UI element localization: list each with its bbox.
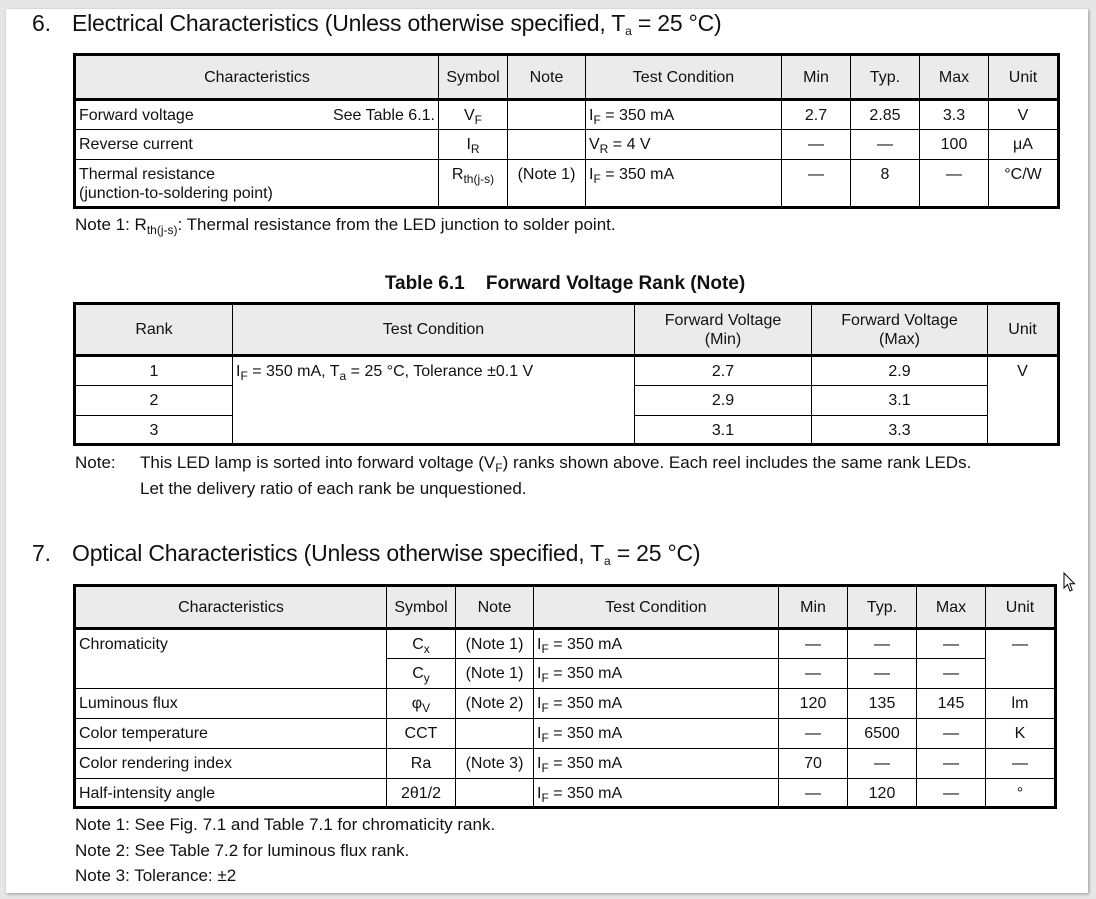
subscript: F — [593, 172, 601, 186]
section-6-heading — [32, 10, 722, 37]
header-line: Forward Voltage — [841, 311, 958, 329]
note-cell — [456, 719, 534, 749]
characteristic-cell: Luminous flux — [75, 689, 387, 719]
min-cell: 70 — [779, 749, 848, 779]
table-row — [75, 629, 1056, 659]
typ-cell: — — [851, 130, 920, 160]
characteristic-detail: (junction-to-soldering point) — [79, 185, 273, 202]
characteristic-cell — [75, 100, 439, 130]
subscript: V — [422, 701, 431, 715]
max-cell: 100 — [920, 130, 989, 160]
header-line: (Max) — [879, 330, 920, 348]
unit-cell: V — [988, 356, 1059, 445]
unit-cell: K — [986, 719, 1056, 749]
subscript: a — [604, 554, 611, 568]
rank-cell: 3 — [75, 416, 233, 445]
table61-note-line-2: Let the delivery ratio of each rank be unquestioned. — [140, 479, 527, 498]
symbol-cell — [387, 689, 456, 719]
tc-value: = 350 mA — [548, 665, 623, 682]
tc-symbol: V — [589, 136, 600, 153]
min-cell: 2.7 — [635, 356, 812, 386]
table7-note-1: Note 1: See Fig. 7.1 and Table 7.1 for chromaticity rank. — [75, 815, 496, 834]
column-header: Typ. — [848, 586, 917, 629]
section-title-text: = 25 °C) — [610, 540, 701, 566]
tc-symbol: I — [537, 665, 542, 682]
subscript: F — [495, 461, 503, 475]
note-cell: (Note 3) — [456, 749, 534, 779]
note-cell: (Note 1) — [508, 160, 586, 208]
table6-note-1 — [75, 215, 616, 235]
table7-note-3: Note 3: Tolerance: ±2 — [75, 866, 237, 885]
unit-cell: — — [986, 749, 1056, 779]
test-condition-cell — [534, 779, 779, 808]
symbol: R — [451, 166, 464, 183]
note-cell — [508, 130, 586, 160]
subscript: R — [599, 142, 609, 156]
typ-cell: 2.85 — [851, 100, 920, 130]
tc-value: = 350 mA — [600, 166, 675, 183]
subscript: F — [541, 791, 549, 805]
column-header: Note — [508, 55, 586, 100]
min-cell: 3.1 — [635, 416, 812, 445]
max-cell: — — [917, 629, 986, 659]
column-header: Test Condition — [534, 586, 779, 629]
unit-cell: lm — [986, 689, 1056, 719]
symbol: C — [412, 636, 424, 653]
characteristic-cell: Half-intensity angle — [75, 779, 387, 808]
max-cell: — — [917, 719, 986, 749]
column-header: Note — [456, 586, 534, 629]
test-condition-cell — [233, 356, 635, 445]
subscript: F — [541, 642, 549, 656]
min-cell: 2.9 — [635, 386, 812, 416]
rank-cell: 1 — [75, 356, 233, 386]
column-header: Symbol — [387, 586, 456, 629]
min-cell: — — [782, 160, 851, 208]
characteristic-cell: Chromaticity — [75, 629, 387, 689]
min-cell: — — [779, 659, 848, 689]
tc-symbol: I — [236, 363, 241, 380]
note-cell: (Note 1) — [456, 629, 534, 659]
note-text: : Thermal resistance from the LED junction to solder point. — [177, 215, 616, 234]
typ-cell: 8 — [851, 160, 920, 208]
unit-cell: μA — [989, 130, 1059, 160]
forward-voltage-rank-table — [73, 302, 1060, 446]
table-row — [75, 100, 1059, 130]
symbol-cell: CCT — [387, 719, 456, 749]
max-cell: 3.3 — [920, 100, 989, 130]
tc-symbol: I — [537, 636, 542, 653]
section-number: 7. — [32, 540, 51, 566]
characteristic-cell: Reverse current — [75, 130, 439, 160]
subscript: F — [474, 113, 482, 127]
section-number: 6. — [32, 10, 51, 36]
column-header: Characteristics — [75, 586, 387, 629]
subscript: F — [541, 701, 549, 715]
symbol-cell — [439, 130, 508, 160]
min-cell: — — [779, 629, 848, 659]
tc-value: = 4 V — [608, 136, 651, 153]
table7-note-2: Note 2: See Table 7.2 for luminous flux rank. — [75, 841, 410, 860]
unit-cell: V — [989, 100, 1059, 130]
tc-symbol: I — [537, 785, 542, 802]
column-header — [812, 304, 988, 356]
subscript: th(j-s) — [146, 223, 178, 237]
min-cell: — — [779, 719, 848, 749]
section-title-text: Optical Characteristics (Unless otherwise specified, T — [72, 540, 605, 566]
tc-value: = 350 mA — [548, 755, 623, 772]
typ-cell: — — [848, 749, 917, 779]
tc-value: = 350 mA — [548, 725, 623, 742]
typ-cell: 120 — [848, 779, 917, 808]
note-text: Note 1: R — [75, 215, 147, 234]
table-reference: See Table 6.1. — [332, 107, 435, 124]
max-cell: — — [917, 779, 986, 808]
test-condition-cell — [534, 659, 779, 689]
symbol: V — [463, 107, 475, 124]
characteristic-cell: Color temperature — [75, 719, 387, 749]
tc-text: = 25 °C, Tolerance ±0.1 V — [346, 363, 534, 380]
column-header: Characteristics — [75, 55, 439, 100]
characteristic-cell — [75, 160, 439, 208]
header-line: Forward Voltage — [664, 311, 782, 329]
table61-note-label: Note: — [75, 453, 116, 472]
symbol-cell — [387, 659, 456, 689]
note-cell: (Note 1) — [456, 659, 534, 689]
test-condition-cell — [586, 160, 782, 208]
symbol-cell — [439, 160, 508, 208]
unit-cell: — — [986, 629, 1056, 689]
mouse-pointer-icon — [1063, 572, 1076, 598]
note-text: ) ranks shown above. Each reel includes the same rank LEDs. — [502, 453, 972, 472]
test-condition-cell — [534, 749, 779, 779]
max-cell: — — [917, 659, 986, 689]
subscript: th(j-s) — [463, 172, 495, 186]
column-header — [635, 304, 812, 356]
symbol: C — [412, 665, 424, 682]
subscript: F — [541, 731, 549, 745]
section-title-text: Electrical Characteristics (Unless otherwise specified, T — [72, 10, 626, 36]
table-row — [75, 356, 1059, 386]
test-condition-cell — [586, 100, 782, 130]
max-cell: — — [917, 749, 986, 779]
subscript: x — [423, 642, 430, 656]
table-header-row — [75, 304, 1059, 356]
header-line: (Min) — [704, 330, 742, 348]
symbol-cell — [387, 629, 456, 659]
table61-caption: Table 6.1 Forward Voltage Rank (Note) — [384, 273, 746, 294]
table-row — [75, 719, 1056, 749]
tc-value: = 350 mA — [548, 636, 623, 653]
symbol-cell: Ra — [387, 749, 456, 779]
column-header: Unit — [986, 586, 1056, 629]
column-header: Test Condition — [586, 55, 782, 100]
subscript: F — [593, 113, 601, 127]
subscript: y — [423, 671, 430, 685]
column-header: Symbol — [439, 55, 508, 100]
column-header: Min — [782, 55, 851, 100]
rank-cell: 2 — [75, 386, 233, 416]
max-cell: 2.9 — [812, 356, 988, 386]
symbol-cell: 2θ1/2 — [387, 779, 456, 808]
tc-symbol: I — [589, 166, 594, 183]
unit-cell: ° — [986, 779, 1056, 808]
typ-cell: 6500 — [848, 719, 917, 749]
subscript: R — [470, 142, 480, 156]
min-cell: 2.7 — [782, 100, 851, 130]
column-header: Min — [779, 586, 848, 629]
characteristic-cell: Color rendering index — [75, 749, 387, 779]
column-header: Max — [920, 55, 989, 100]
column-header: Test Condition — [233, 304, 635, 356]
tc-symbol: I — [537, 695, 542, 712]
min-cell: 120 — [779, 689, 848, 719]
symbol-cell — [439, 100, 508, 130]
table-row — [75, 689, 1056, 719]
symbol: φ — [411, 695, 423, 712]
typ-cell: — — [848, 659, 917, 689]
table-row — [75, 779, 1056, 808]
unit-cell: °C/W — [989, 160, 1059, 208]
tc-symbol: I — [589, 107, 594, 124]
section-7-heading — [32, 540, 700, 567]
optical-characteristics-table — [73, 584, 1057, 809]
subscript: F — [541, 761, 549, 775]
symbol: I — [466, 136, 471, 153]
note-cell — [508, 100, 586, 130]
table-header-row — [75, 55, 1059, 100]
column-header: Rank — [75, 304, 233, 356]
tc-symbol: I — [537, 725, 542, 742]
table-row — [75, 130, 1059, 160]
column-header: Unit — [989, 55, 1059, 100]
typ-cell: — — [848, 629, 917, 659]
characteristic-name: Thermal resistance — [79, 166, 216, 183]
min-cell: — — [779, 779, 848, 808]
tc-text: = 350 mA, T — [247, 363, 340, 380]
tc-value: = 350 mA — [548, 785, 623, 802]
max-cell: 3.3 — [812, 416, 988, 445]
max-cell: 3.1 — [812, 386, 988, 416]
subscript: a — [339, 369, 347, 383]
test-condition-cell — [586, 130, 782, 160]
max-cell: 145 — [917, 689, 986, 719]
section-title-text: = 25 °C) — [631, 10, 722, 36]
table-row — [75, 749, 1056, 779]
test-condition-cell — [534, 629, 779, 659]
note-text: This LED lamp is sorted into forward voltage (V — [140, 453, 496, 472]
tc-symbol: I — [537, 755, 542, 772]
table61-note-line-1 — [140, 453, 971, 473]
column-header: Max — [917, 586, 986, 629]
electrical-characteristics-table — [73, 53, 1060, 209]
note-cell — [456, 779, 534, 808]
table-row — [75, 160, 1059, 208]
note-cell: (Note 2) — [456, 689, 534, 719]
subscript: F — [541, 671, 549, 685]
subscript: F — [240, 369, 248, 383]
max-cell: — — [920, 160, 989, 208]
test-condition-cell — [534, 689, 779, 719]
subscript: a — [625, 24, 632, 38]
test-condition-cell — [534, 719, 779, 749]
tc-value: = 350 mA — [548, 695, 623, 712]
table-header-row — [75, 586, 1056, 629]
column-header: Typ. — [851, 55, 920, 100]
characteristic-name: Forward voltage — [79, 107, 194, 124]
typ-cell: 135 — [848, 689, 917, 719]
min-cell: — — [782, 130, 851, 160]
tc-value: = 350 mA — [600, 107, 675, 124]
column-header: Unit — [988, 304, 1059, 356]
